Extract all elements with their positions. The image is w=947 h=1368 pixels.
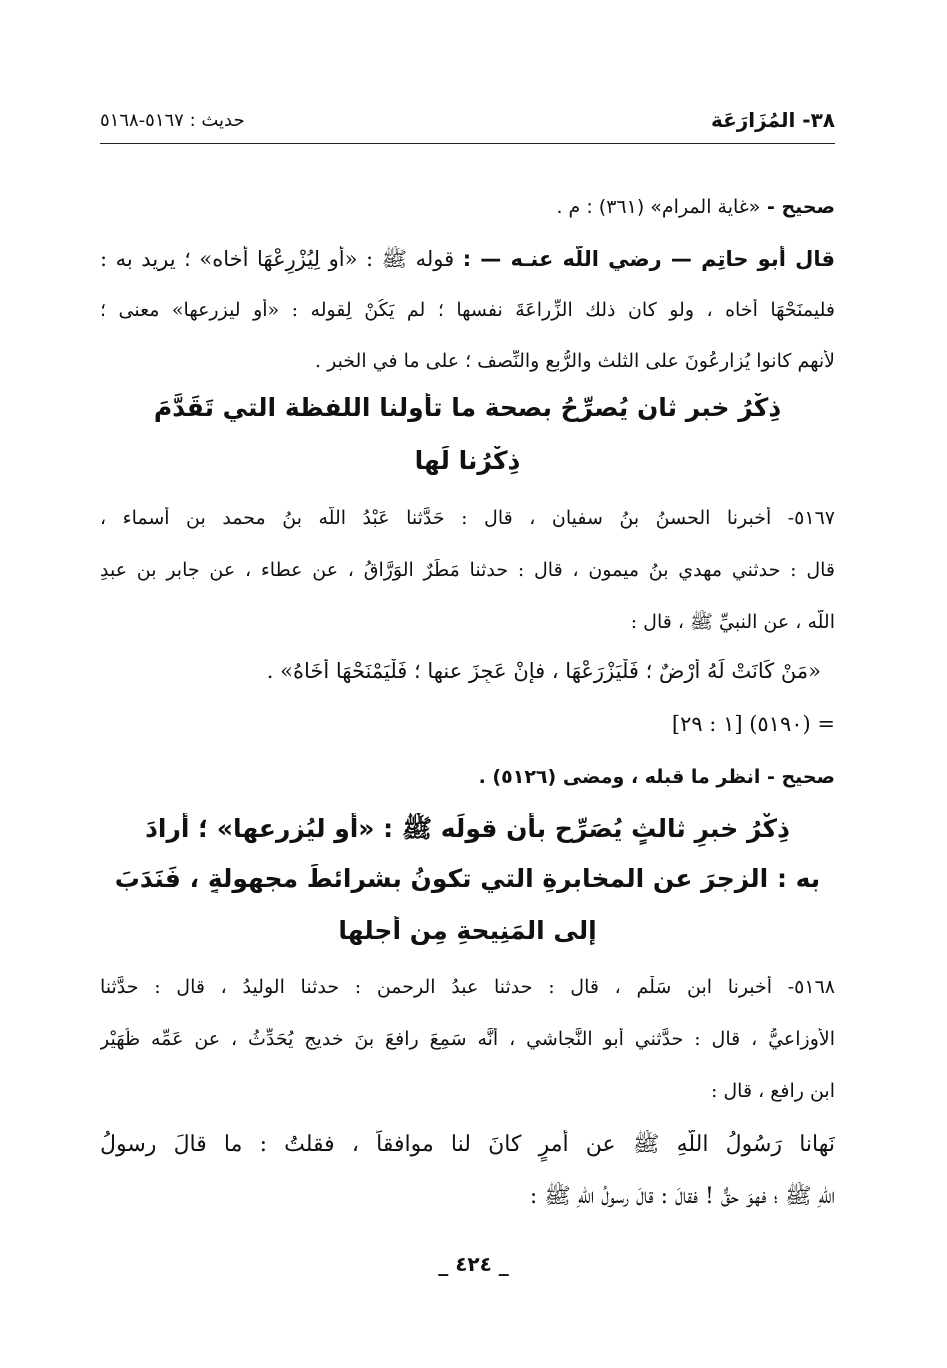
section-heading: ذِكْرُ خبرٍ ثانٍ يُصرِّحُ بصحة ما تأولنا اللفظة التي تَقَدَّمَ (153, 393, 782, 422)
grading-reference: «غاية المرام» (٣٦١) : م . (556, 196, 761, 218)
running-header (100, 108, 835, 144)
commentary-text: قوله ﷺ : «أو لِيُزْرِعْهَا أخاه» ؛ يريد به : (100, 247, 455, 271)
section-heading: إلى المَنِيحةِ مِن أجلها (338, 916, 597, 945)
commentary-line: فليمنَحْهَا أخاه ، ولو كان ذلك الزِّراعَةَ نفسها ؛ لم يَكُنْ لِقوله : «أو ليزرعها» معنى ؛ (100, 299, 835, 321)
isnad-line: الأوزاعيُّ ، قال : حدَّثني أبو النَّجاشي ، أنَّه سَمِعَ رافعَ بنَ خديجٍ يُحَدِّثُ ، عن عَمِّه ظُهَيْر (100, 1028, 835, 1050)
grading-note (100, 766, 835, 788)
cross-reference: = (٥١٩٠) [١ : ٢٩] (671, 712, 835, 736)
isnad-line: ابن رافع ، قال : (710, 1080, 835, 1102)
page-number: _ ٤٢٤ _ (438, 1252, 509, 1276)
hadith-matn: «مَنْ كَانَتْ لَهُ أَرْضٌ ؛ فَلْيَزْرَعْهَا ، فإنْ عَجِزَ عنها ؛ فَلْيَمْنَحْهَا أَخَاهُ» . (266, 659, 821, 683)
isnad-line: قال : حدثني مهدي بنُ ميمون ، قال : حدثنا مَطَرٌ الوَرَّاقُ ، عن عطاء ، عن جابر بن عبدِ (100, 559, 835, 581)
section-heading: ذِكْرُ خبرِ ثالثٍ يُصَرِّح بأن قولَه ﷺ : «أو ليُزرعها» ؛ أرادَ (145, 814, 790, 843)
section-heading: به : الزجرَ عن المخابرةِ التي تكونُ بشرائطَ مجهولةٍ ، فَنَدَبَ (114, 864, 821, 893)
grading-note (100, 196, 835, 218)
isnad-line: ٥١٦٨- أخبرنا ابن سَلْمٍ ، قال : حدثنا عبدُ الرحمن : حدثنا الوليدُ ، قال : حدَّثنا (100, 976, 835, 998)
header-rule (100, 143, 835, 144)
isnad-line: ٥١٦٧- أخبرنا الحسنُ بنُ سفيان ، قال : حَدَّثنا عَبْدُ اللّه بنُ محمد بن أسماء ، (100, 507, 835, 529)
section-heading: ذِكْرُنا لَها (414, 446, 521, 475)
commentary-line: لأنهم كانوا يُزارِعُونَ على الثلث والرُّبع والنِّصف ؛ على ما في الخبر . (315, 350, 835, 372)
grading-label: صحيح - (766, 766, 835, 788)
hadith-matn: اللّهِ ﷺ ؛ فهوَ حقٌّ ! فقالَ : قالَ رسولُ اللّهِ ﷺ : (529, 1184, 835, 1209)
chapter-title: ٣٨- المُزَارَعَة (710, 108, 835, 132)
hadith-matn: نَهانا رَسُولُ اللّهِ ﷺ عن أمرٍ كانَ لنا موافقاً ، فقلتُ : ما قالَ رسولُ (100, 1132, 835, 1157)
grading-label: صحيح - (766, 196, 835, 218)
commentary-lead: قال أبو حاتِم — رضي اللّه عنـه — : (462, 247, 835, 271)
isnad-line: اللّه ، عن النبيِّ ﷺ ، قال : (630, 611, 835, 633)
grading-reference: انظر ما قبله ، ومضى (٥١٢٦) . (478, 766, 761, 788)
hadith-range: حديث : ٥١٦٧-٥١٦٨ (100, 110, 245, 131)
commentary-line (100, 246, 835, 277)
